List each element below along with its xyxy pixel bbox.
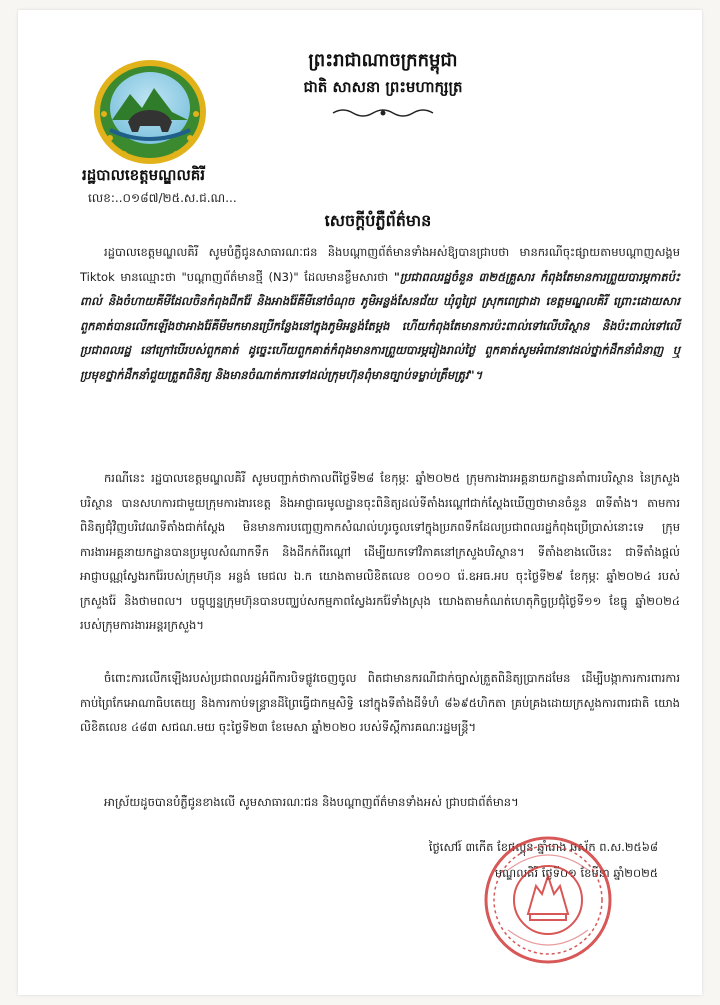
paragraph-3: ចំពោះការលើកឡើងរបស់ប្រជាពលរដ្ឋអំពីការបិទផ្លូវចេញចូល ពិតជាមានករណីជាក់ច្បាស់ត្រួតពិនិត្យប្រាកដមែន ដើម្បីបង្កាការការពារការកាប់ព្រៃកែអោណាធិបតេយ្យ និងការកាប់ទន្ទ្រានដីព្រៃធ្វើជាកម្មសិទ្ធិ នៅក្នុងទីតាំងដីទំហំ ៨៦៩៥ហិកតា គ្រប់គ្រងដោយក្រសួងការពារជាតិ យោងលិខិតលេខ ៤៨៣ សជណ.មយ ចុះថ្ងៃទី២៣ ខែមេសា ឆ្នាំ២០២០ របស់ទីស្ដីការគណៈរដ្ឋមន្ត្រី។ xyxy=(80,671,680,734)
lunar-date-line: ថ្ងៃសៅរ៍ ៣កើត ខែផល្គុន ឆ្នាំរោង ឆស័ក ព.ស.២៥៦៨ xyxy=(428,840,658,854)
paragraph-1 xyxy=(80,240,680,387)
ornament-divider-icon xyxy=(328,106,438,120)
paragraph-2: ករណីនេះ រដ្ឋបាលខេត្តមណ្ឌលគិរី សូមបញ្ជាក់ថាកាលពីថ្ងៃទី២៨ ខែកុម្ភៈ ឆ្នាំ២០២៥ ក្រុមការងារអគ្គនាយកដ្ឋានគាំពារបរិស្ថាន នៃក្រសួងបរិស្ថាន បានសហការជាមួយក្រុមការងារខេត្ត និងអាជ្ញាធរមូលដ្ឋានចុះពិនិត្យដល់ទីតាំងរណ្ដៅជាក់ស្ដែងឃើញថាមានចំនួន ៣ទីតាំង។ តាមការពិនិត្យជុំវិញបរិវេណទីតាំងជាក់ស្ដែង មិនមានការបញ្ចេញកាកសំណល់ហូរចូលទៅក្នុងប្រភពទឹកដែលប្រជាពលរដ្ឋកំពុងប្រើប្រាស់នោះទេ ក្រុមការងារអគ្គនាយកដ្ឋានបានប្រមូលសំណាកទឹក និងដីកក់ពីរណ្ដៅ ដើម្បីយកទៅវិភាគនៅក្រសួងបរិស្ថាន។ ទីតាំងខាងលើនេះ ជាទីតាំងផ្ដល់អាជ្ញាបណ្ណស្វែងរករ៉ែរបស់ក្រុមហ៊ុន អន្លង់ មេជល ឯ.ក យោងតាមលិខិតលេខ ០០១០ រ៉េ.ឧអធ.អប ចុះថ្ងៃទី២៩ ខែកុម្ភៈ ឆ្នាំ២០២៤ របស់ក្រសួងរ៉ែ និងថាមពល។ បច្ចុប្បន្នក្រុមហ៊ុនបានបញ្ឈប់សកម្មភាពស្វែងរករ៉ែទាំងស្រុង យោងតាមកំណត់ហេតុកិច្ចប្រជុំថ្ងៃទី១១ ខែធ្នូ ឆ្នាំ២០២៤ របស់ក្រុមការងារអន្តរក្រសួង។ xyxy=(80,471,680,632)
provincial-logo-icon xyxy=(90,58,210,168)
national-motto: ជាតិ សាសនា ព្រះមហាក្សត្រ xyxy=(303,78,463,96)
organization-name: រដ្ឋបាលខេត្តមណ្ឌលគិរី xyxy=(82,166,206,184)
paragraph-1-quote: "ប្រជាពលរដ្ឋចំនួន ៣២៥គ្រួសារ កំពុងតែមានការព្រួយបារម្ភកាតប៉ះពាល់ និងចំហាយគីមីដែលចិនកំពុងជីករ៉ែ និងអាងរ៉ែគីមីនៅចំណុច ភូមិអន្លង់សែនជ័យ ឃុំពូជ្រៃ ស្រុកពេជ្រាដា ខេត្តមណ្ឌលគិរី ព្រោះដោយសារពួកគាត់បានលើកឡើងថាអាងរ៉ែគីមីមកមានប្រើកន្លែងនៅក្នុងភូមិអន្លង់តែម្ដង ហើយកំពុងតែមានការប៉ះពាល់ទៅលើបរិស្ថាន និងប៉ះពាល់ទៅលើប្រជាពលរដ្ឋ នៅក្រៅបើរបស់ពួកគាត់ ដូច្នេះហើយពួកគាត់កំពុងមានការព្រួយបារម្ភរៀងរាល់ថ្ងៃ ពួកគាត់សូមអំពាវនាវដល់ថ្នាក់ដឹកនាំជំនាញ ឬប្រមុខថ្នាក់ដឹកនាំជួយត្រួតពិនិត្យ និងមានចំណាត់ការទៅដល់ក្រុមហ៊ុនពុំមានច្បាប់ទម្លាប់ត្រឹមត្រូវ"។ xyxy=(80,269,681,382)
kingdom-heading: ព្រះរាជាណាចក្រកម្ពុជា xyxy=(308,50,458,71)
official-seal-icon xyxy=(478,830,618,970)
document-page xyxy=(18,10,702,995)
place-date-line: មណ្ឌលគិរី ថ្ងៃទី០១ ខែមីនា ឆ្នាំ២០២៥ xyxy=(494,866,658,880)
paragraph-1-lead: រដ្ឋបាលខេត្តមណ្ឌលគិរី សូមបំភ្លឺជូនសាធារណៈជន និងបណ្ដាញព័ត៌មានទាំងអស់ឱ្យបានជ្រាបថា មានករណីចុះផ្សាយតាមបណ្ដាញសង្គម Tiktok មានឈ្មោះថា "បណ្ដាញព័ត៌មានថ្មី (N3)" ដែលមានខ្លឹមសារថា xyxy=(80,245,680,284)
paragraph-4: អាស្រ័យដូចបានបំភ្លឺជូនខាងលើ សូមសាធារណៈជន និងបណ្ដាញព័ត៌មានទាំងអស់ ជ្រាបជាព័ត៌មាន។ xyxy=(104,795,519,809)
reference-number: លេខ:..០១៨៧/២៥.ស.ជ.ណ... xyxy=(88,191,237,205)
document-title: សេចក្ដីបំភ្លឺព័ត៌មាន xyxy=(324,211,432,230)
